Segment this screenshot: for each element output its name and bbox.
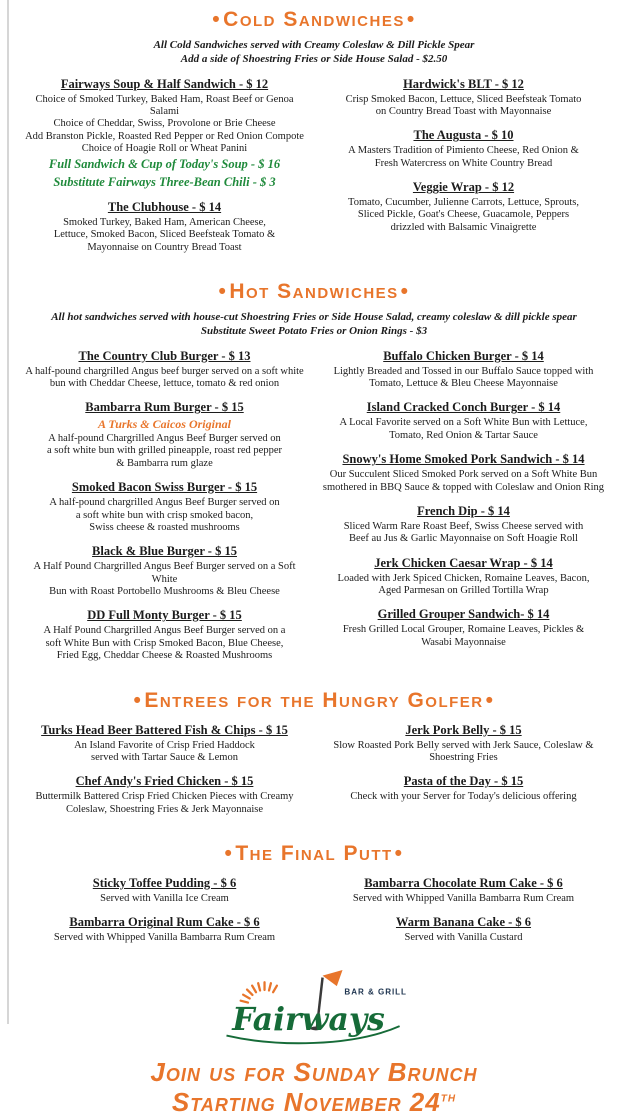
menu-item-title: Chef Andy's Fried Chicken - $ 15 xyxy=(75,774,254,789)
menu-item-desc-line: Our Succulent Sliced Smoked Pork served on a Soft White Bun xyxy=(329,469,598,481)
menu-item-desc-line: Served with Vanilla Custard xyxy=(404,932,523,944)
menu-item-desc-line: Sliced Warm Rare Roast Beef, Swiss Cheese served with xyxy=(343,520,584,532)
menu-item-desc-line: Served with Whipped Vanilla Bambarra Rum Cream xyxy=(53,932,276,944)
menu-item xyxy=(321,452,606,494)
brunch-line-1: Join us for Sunday Brunch xyxy=(150,1056,478,1087)
menu-item xyxy=(321,556,606,598)
menu-item-title: Turks Head Beer Battered Fish & Chips - $ 15 xyxy=(41,722,288,737)
section-subtitle xyxy=(22,310,606,339)
menu-item-title: Jerk Pork Belly - $ 15 xyxy=(405,722,522,737)
menu-column xyxy=(22,77,307,265)
menu-item-desc-line: on Country Bread Toast with Mayonnaise xyxy=(375,105,552,117)
menu-section-entrees xyxy=(22,689,606,827)
menu-item-desc-line: Tomato, Red Onion & Tartar Sauce xyxy=(389,429,538,441)
menu-item-desc-line: soft White Bun with Crisp Smoked Bacon, Blue Cheese, xyxy=(45,637,284,649)
menu-item-title: Veggie Wrap - $ 12 xyxy=(412,180,515,195)
menu-item-desc-line: Smoked Turkey, Baked Ham, American Cheese, xyxy=(63,216,266,228)
menu-item-desc-line: Fresh Grilled Local Grouper, Romaine Leaves, Pickles & xyxy=(342,624,585,636)
menu-item-desc-line: served with Tartar Sauce & Lemon xyxy=(91,751,238,763)
menu-item-desc-line: Served with Vanilla Ice Cream xyxy=(100,893,229,905)
ordinal-suffix: th xyxy=(440,1089,457,1106)
menu-item xyxy=(321,723,606,765)
menu-item-desc-line: Lettuce, Smoked Bacon, Sliced Beefsteak Tomato & xyxy=(53,229,276,241)
menu-item xyxy=(22,200,307,254)
menu-item xyxy=(321,128,606,170)
menu-item-title: DD Full Monty Burger - $ 15 xyxy=(87,608,242,623)
menu-item-desc-line: Bun with Roast Portobello Mushrooms & Bleu Cheese xyxy=(49,586,280,598)
menu-item-desc-line: Tomato, Lettuce & Bleu Cheese Mayonnaise xyxy=(369,378,558,390)
menu-column xyxy=(321,349,606,673)
menu-item-title: Pasta of the Day - $ 15 xyxy=(403,774,524,789)
menu-item-desc-line: Aged Parmesan on Grilled Tortilla Wrap xyxy=(378,585,549,597)
menu-item-title: The Country Club Burger - $ 13 xyxy=(78,348,251,363)
menu-item-title: The Clubhouse - $ 14 xyxy=(107,199,222,214)
logo-wordmark: Fairways xyxy=(232,1001,385,1038)
menu-section-final-putt xyxy=(22,842,606,955)
menu-item-title: Fairways Soup & Half Sandwich - $ 12 xyxy=(60,76,269,91)
menu-item-title: Bambarra Rum Burger - $ 15 xyxy=(85,400,244,415)
menu-item xyxy=(22,876,307,905)
section-columns xyxy=(22,723,606,827)
section-columns xyxy=(22,349,606,673)
menu-column xyxy=(321,723,606,827)
menu-item xyxy=(321,876,606,905)
sunday-brunch-announcement xyxy=(22,1058,606,1118)
menu-item-title: Black & Blue Burger - $ 15 xyxy=(92,544,237,559)
menu-item-desc-line: Beef au Jus & Garlic Mayonnaise on Soft Hoagie Roll xyxy=(349,533,578,545)
menu-item xyxy=(22,774,307,816)
menu-item-desc-line: Loaded with Jerk Spiced Chicken, Romaine Leaves, Bacon, xyxy=(337,572,590,584)
menu-item xyxy=(22,608,307,662)
menu-item-desc-line: A Half Pound Chargrilled Angus Beef Burger served on a xyxy=(43,625,286,637)
menu-item-title: Jerk Chicken Caesar Wrap - $ 14 xyxy=(374,555,553,570)
logo-tagline: BAR & GRILL xyxy=(344,987,407,997)
subtitle-line: All Cold Sandwiches served with Creamy Coleslaw & Dill Pickle Spear xyxy=(153,39,475,51)
menu-item-desc-line: A half-pound Chargrilled Angus Beef Burger served on xyxy=(48,433,281,445)
scanned-page-edge xyxy=(7,0,9,1024)
menu-item xyxy=(22,400,307,470)
menu-section-hot-sandwiches xyxy=(22,280,606,672)
menu-item-desc-line: drizzled with Balsamic Vinaigrette xyxy=(390,221,537,233)
menu-item-desc-line: Coleslaw, Shoestring Fries & Jerk Mayonnaise xyxy=(65,803,264,815)
menu-column xyxy=(22,349,307,673)
menu-item-desc-line: Served with Whipped Vanilla Bambarra Rum Cream xyxy=(352,893,575,905)
menu-item-desc-line: Buttermilk Battered Crisp Fried Chicken Pieces with Creamy xyxy=(35,791,294,803)
menu-item-desc-line: smothered in BBQ Sauce & topped with Coleslaw and Onion Ring xyxy=(322,481,605,493)
menu-item-desc-line: Lightly Breaded and Tossed in our Buffalo Sauce topped with xyxy=(333,365,594,377)
brunch-line-2: Starting November 24th xyxy=(171,1086,457,1117)
menu-item-desc-line: & Bambarra rum glaze xyxy=(116,457,213,469)
menu-item xyxy=(22,723,307,765)
menu-item-desc-line: A Masters Tradition of Pimiento Cheese, Red Onion & xyxy=(348,145,579,157)
section-columns xyxy=(22,876,606,955)
menu-item xyxy=(22,480,307,534)
menu-item xyxy=(321,400,606,442)
menu-item xyxy=(321,180,606,234)
menu-item-desc-line: An Island Favorite of Crisp Fried Haddock xyxy=(74,739,255,751)
menu-item-title: Smoked Bacon Swiss Burger - $ 15 xyxy=(71,480,258,495)
menu-item xyxy=(321,349,606,391)
menu-item-note: Substitute Fairways Three-Bean Chili - $ 3 xyxy=(53,174,276,189)
fairways-logo-graphic xyxy=(209,969,419,1047)
menu-item xyxy=(22,915,307,944)
menu-item-desc-line: Fried Egg, Cheddar Cheese & Roasted Mushrooms xyxy=(56,650,273,662)
menu-item-desc-line: Tomato, Cucumber, Julienne Carrots, Lettuce, Sprouts, xyxy=(348,197,579,209)
menu-item-title: Hardwick's BLT - $ 12 xyxy=(403,76,524,91)
menu-item xyxy=(22,349,307,391)
menu-item-title: Grilled Grouper Sandwich- $ 14 xyxy=(377,607,550,622)
subtitle-line: Add a side of Shoestring Fries or Side House Salad - $2.50 xyxy=(180,53,448,66)
menu-item-note: Full Sandwich & Cup of Today's Soup - $ 16 xyxy=(48,157,281,172)
menu-column xyxy=(321,77,606,265)
menu-item-desc-line: Choice of Cheddar, Swiss, Provolone or Brie Cheese xyxy=(53,118,276,130)
menu-sections xyxy=(22,8,606,955)
menu-column xyxy=(22,723,307,827)
menu-item-title: Sticky Toffee Pudding - $ 6 xyxy=(92,876,237,891)
menu-item-desc-line: A half-pound chargrilled Angus Beef Burger served on xyxy=(49,497,280,509)
menu-item-title: Bambarra Chocolate Rum Cake - $ 6 xyxy=(364,876,563,891)
menu-item xyxy=(22,544,307,598)
menu-item-title: Bambarra Original Rum Cake - $ 6 xyxy=(69,915,260,930)
menu-item-desc-line: bun with Cheddar Cheese, lettuce, tomato & red onion xyxy=(49,378,280,390)
menu-item-desc-line: Choice of Hoagie Roll or Wheat Panini xyxy=(81,143,248,155)
menu-item xyxy=(321,607,606,649)
menu-column xyxy=(321,876,606,955)
menu-item-title: The Augusta - $ 10 xyxy=(413,128,514,143)
menu-item-desc-line: Wasabi Mayonnaise xyxy=(421,636,506,648)
menu-item-desc-line: a soft white bun with grilled pineapple, roast red pepper xyxy=(46,445,282,457)
menu-item-desc-line: Check with your Server for Today's delicious offering xyxy=(350,791,577,803)
menu-item-desc-line: A half-pound chargrilled Angus beef burger served on a soft white xyxy=(25,365,304,377)
menu-item xyxy=(321,77,606,119)
menu-item-desc-line: A Half Pound Chargrilled Angus Beef Burger served on a Soft White xyxy=(33,561,296,585)
menu-column xyxy=(22,876,307,955)
menu-item-desc-line: a soft white bun with crisp smoked bacon, xyxy=(75,509,254,521)
menu-item xyxy=(321,774,606,803)
menu-item-desc-line: Add Branston Pickle, Roasted Red Pepper or Red Onion Compote xyxy=(25,130,304,142)
menu-item-desc-line: Fresh Watercress on White Country Bread xyxy=(374,157,553,169)
menu-item-note: A Turks & Caicos Original xyxy=(98,417,231,432)
menu-item-title: Snowy's Home Smoked Pork Sandwich - $ 14 xyxy=(342,452,585,467)
sun-rays-icon xyxy=(241,982,277,1002)
menu-item-desc-line: Crisp Smoked Bacon, Lettuce, Sliced Beefsteak Tomato xyxy=(345,93,582,105)
menu-item-desc-line: Choice of Smoked Turkey, Baked Ham, Roast Beef or Genoa Salami xyxy=(35,93,294,117)
section-title-entrees: • Entrees for the Hungry Golfer • xyxy=(22,689,606,713)
menu-item-desc-line: Mayonnaise on Country Bread Toast xyxy=(87,241,242,253)
menu-item-title: Island Cracked Conch Burger - $ 14 xyxy=(366,400,561,415)
menu-item-title: Buffalo Chicken Burger - $ 14 xyxy=(383,348,544,363)
menu-item-desc-line: Sliced Pickle, Goat's Cheese, Guacamole, Peppers xyxy=(357,209,570,221)
menu-item xyxy=(321,915,606,944)
subtitle-line: Substitute Sweet Potato Fries or Onion Rings - $3 xyxy=(200,325,428,338)
section-columns xyxy=(22,77,606,265)
section-title-cold-sandwiches: • Cold Sandwiches • xyxy=(22,8,606,32)
menu-item-title: Warm Banana Cake - $ 6 xyxy=(395,915,532,930)
menu-item-desc-line: Shoestring Fries xyxy=(429,751,498,763)
menu-item-desc-line: Slow Roasted Pork Belly served with Jerk Sauce, Coleslaw & xyxy=(333,739,594,751)
section-title-final-putt: • The Final Putt • xyxy=(22,842,606,866)
fairways-logo xyxy=(22,969,606,1052)
menu-item-desc-line: Swiss cheese & roasted mushrooms xyxy=(89,521,240,533)
menu-section-cold-sandwiches xyxy=(22,8,606,264)
subtitle-line: All hot sandwiches served with house-cut Shoestring Fries or Side House Salad, creamy coleslaw & dill pickle spear xyxy=(51,311,577,324)
menu-item xyxy=(321,504,606,546)
menu-item-title: French Dip - $ 14 xyxy=(417,503,510,518)
menu-item xyxy=(22,77,307,190)
section-title-hot-sandwiches: • Hot Sandwiches • xyxy=(22,280,606,304)
section-subtitle xyxy=(22,38,606,67)
menu-item-desc-line: A Local Favorite served on a Soft White Bun with Lettuce, xyxy=(339,417,588,429)
